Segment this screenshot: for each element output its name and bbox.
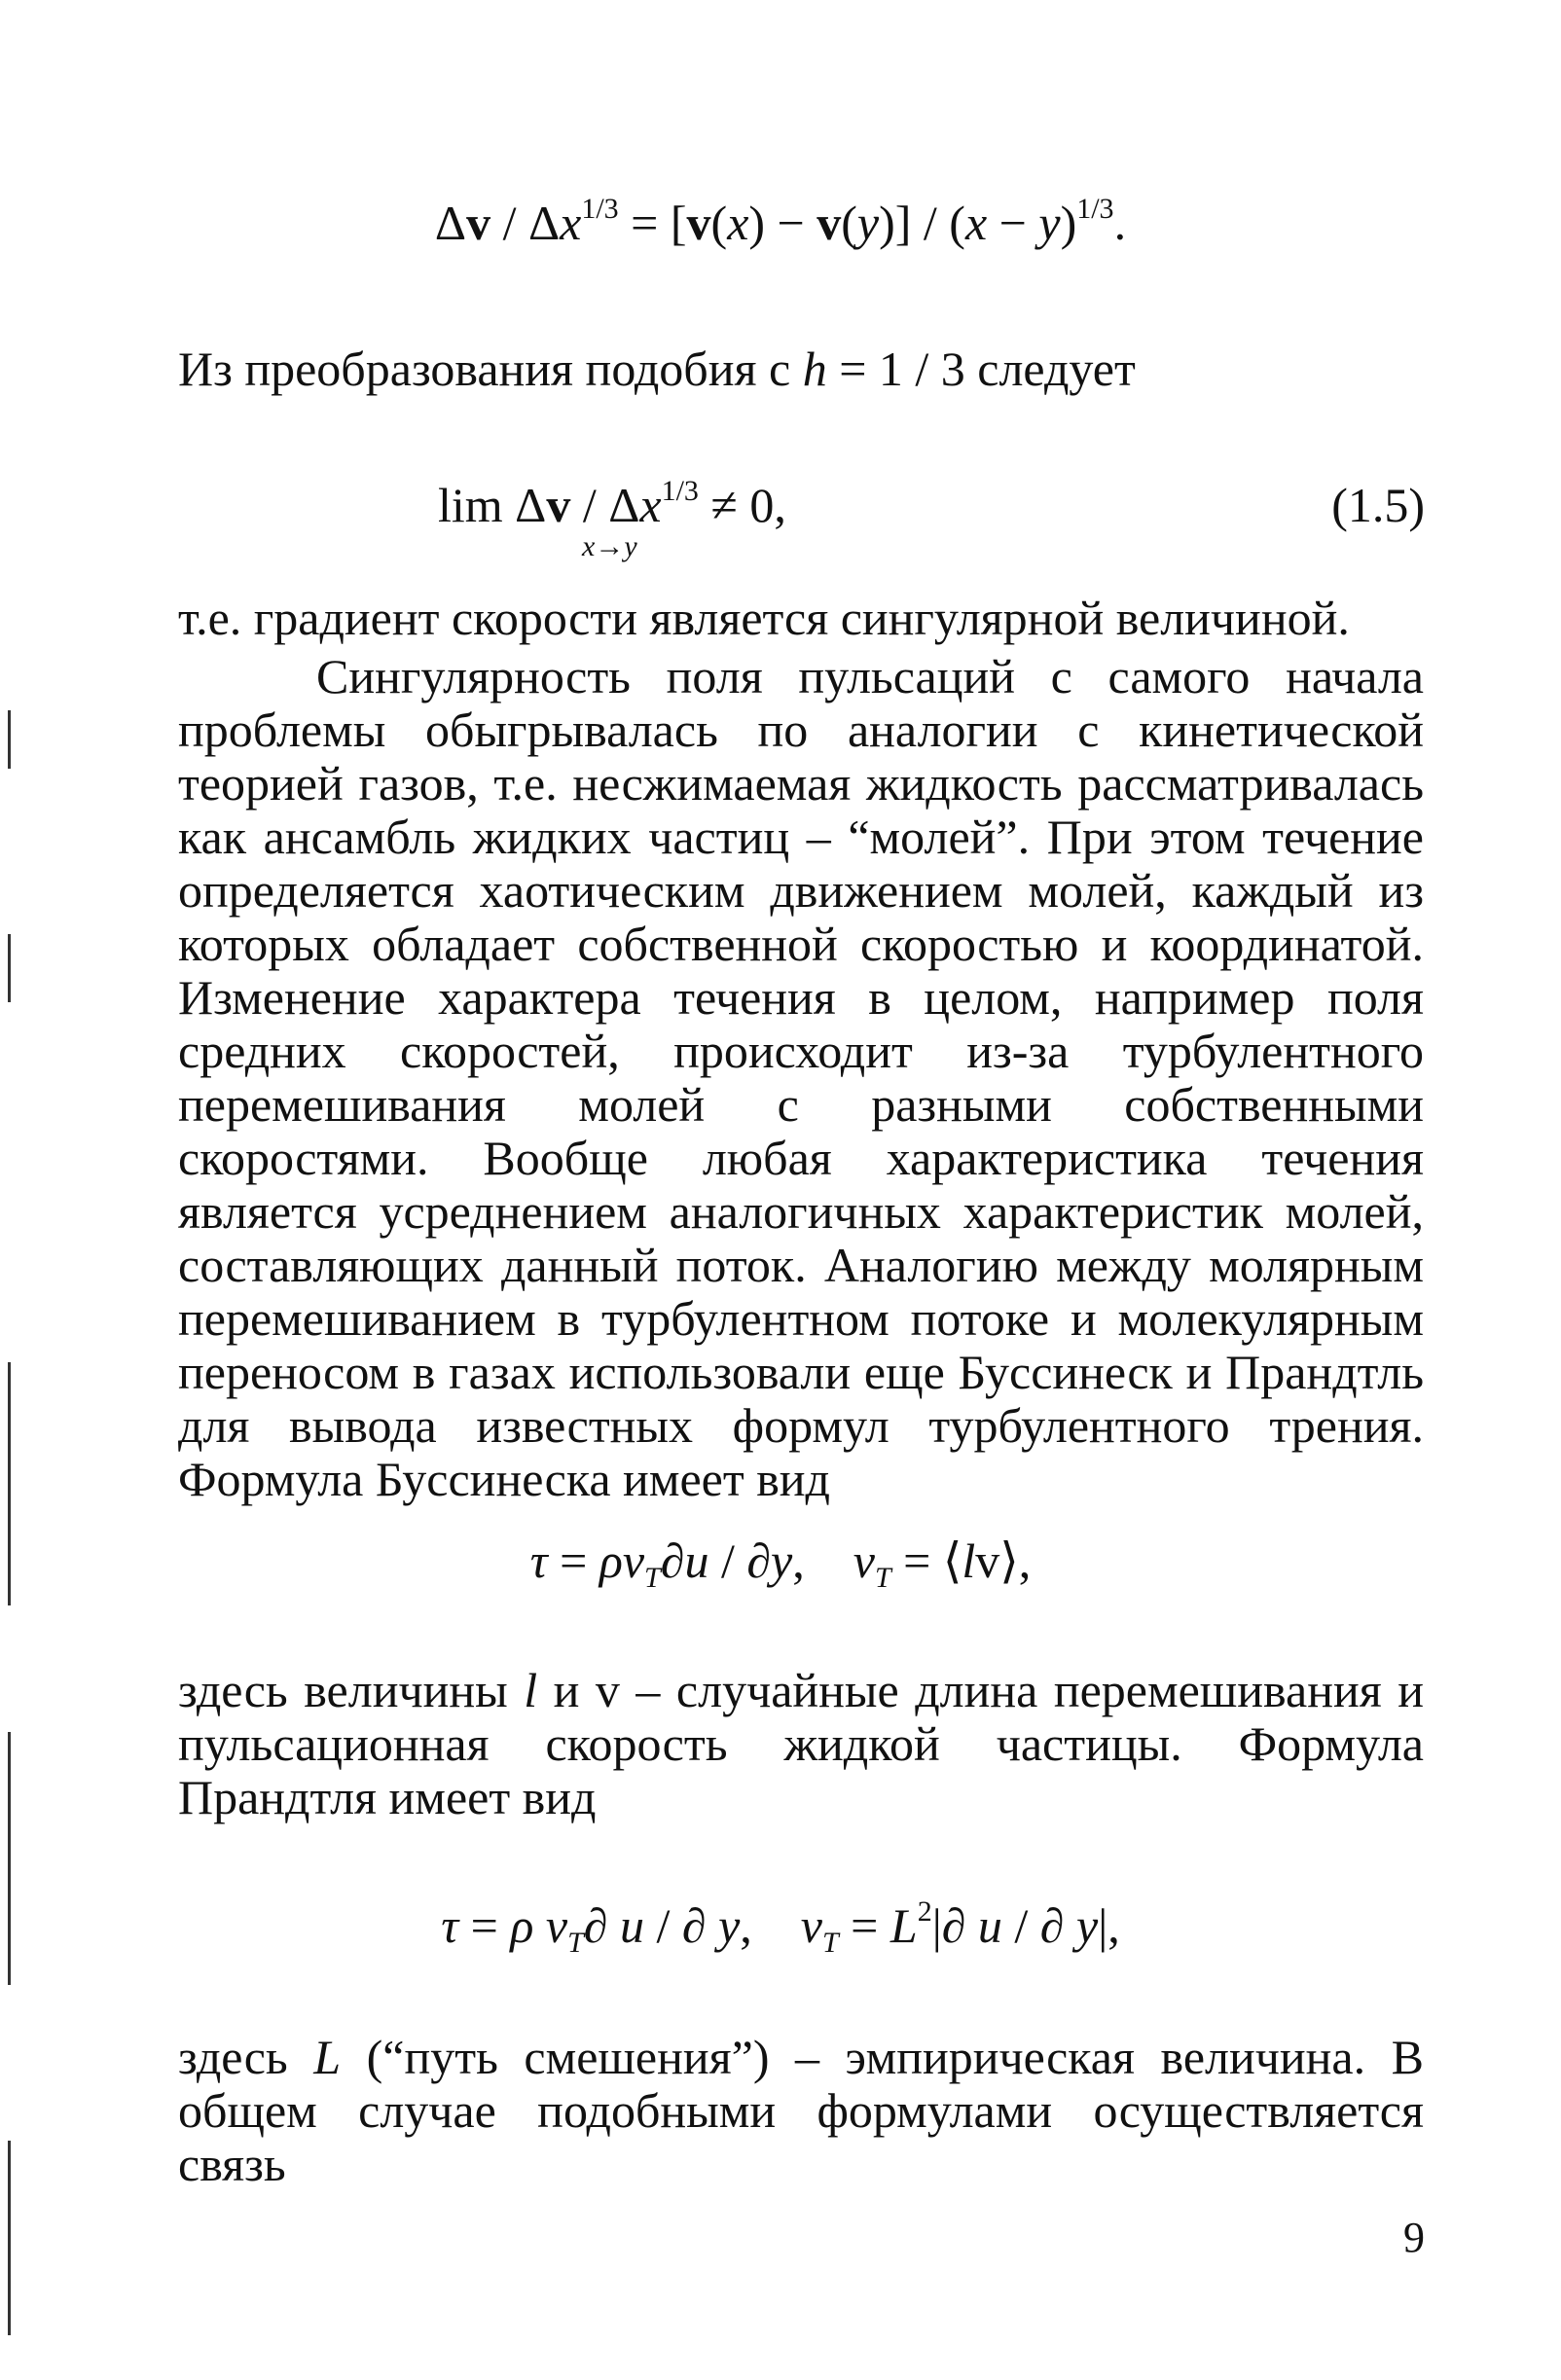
paragraph-here-2: здесь L (“путь смешения”) – эмпирическая величина. В общем случае подобными формулами осуществляется связь	[178, 2030, 1424, 2191]
equation-limit-subscript: x→y	[582, 530, 637, 562]
paragraph-intro: Из преобразования подобия с h = 1 / 3 следует	[178, 342, 1136, 396]
equation-limit: $\lim \Delta v / \Delta x^{1/3} \ne 0$,	[438, 475, 786, 532]
equation-boussinesq: $\tau = \rho\nu_T\partial u / \partial y$, $\nu_T$ = ⟨lv⟩,	[529, 1533, 1032, 1594]
equation-increment-ratio: $\Delta v / \Delta x^{1/3} = [v(x) - v(y)] / (x - y)^{1/3}$.	[434, 193, 1127, 250]
equation-number: (1.5)	[1331, 478, 1425, 532]
scan-edge-mark	[8, 1362, 11, 1605]
paragraph-main: Сингулярность поля пульсаций с самого начала проблемы обыгрывалась по аналогии с кинетической теорией газов, т.е. несжимаемая жидкость рассматривалась как ансамбль жидких частиц – “молей”. При этом течение определяется хаотическим движением молей, каждый из которых обладает собственной скоростью и координатой. Изменение характера течения в целом, например поля средних скоростей, происходит из-за турбулентного перемешивания молей с разными собственными скоростями. Вообще любая характеристика течения является усреднением аналогичных характеристик молей, составляющих данный поток. Аналогию между молярным перемешиванием в турбулентном потоке и молекулярным переносом в газах использовали еще Буссинеск и Прандтль для вывода известных формул турбулентного трения. Формула Буссинеска имеет вид	[178, 649, 1424, 1506]
scan-edge-mark	[8, 710, 11, 769]
scan-edge-mark	[8, 934, 11, 1002]
scan-edge-mark	[8, 1732, 11, 1985]
scan-edge-mark	[8, 2141, 11, 2335]
paragraph-here-1: здесь величины l и v – случайные длина перемешивания и пульсационная скорость жидкой частицы. Формула Прандтля имеет вид	[178, 1663, 1424, 1824]
paragraph-ie: т.е. градиент скорости является сингулярной величиной.	[178, 591, 1350, 645]
page-number: 9	[1403, 2214, 1425, 2261]
equation-prandtl: τ = ρ $\nu_T\partial$ u / ∂ y, $\nu_T = L^2|\partial$ u / ∂ y|,	[441, 1895, 1120, 1959]
